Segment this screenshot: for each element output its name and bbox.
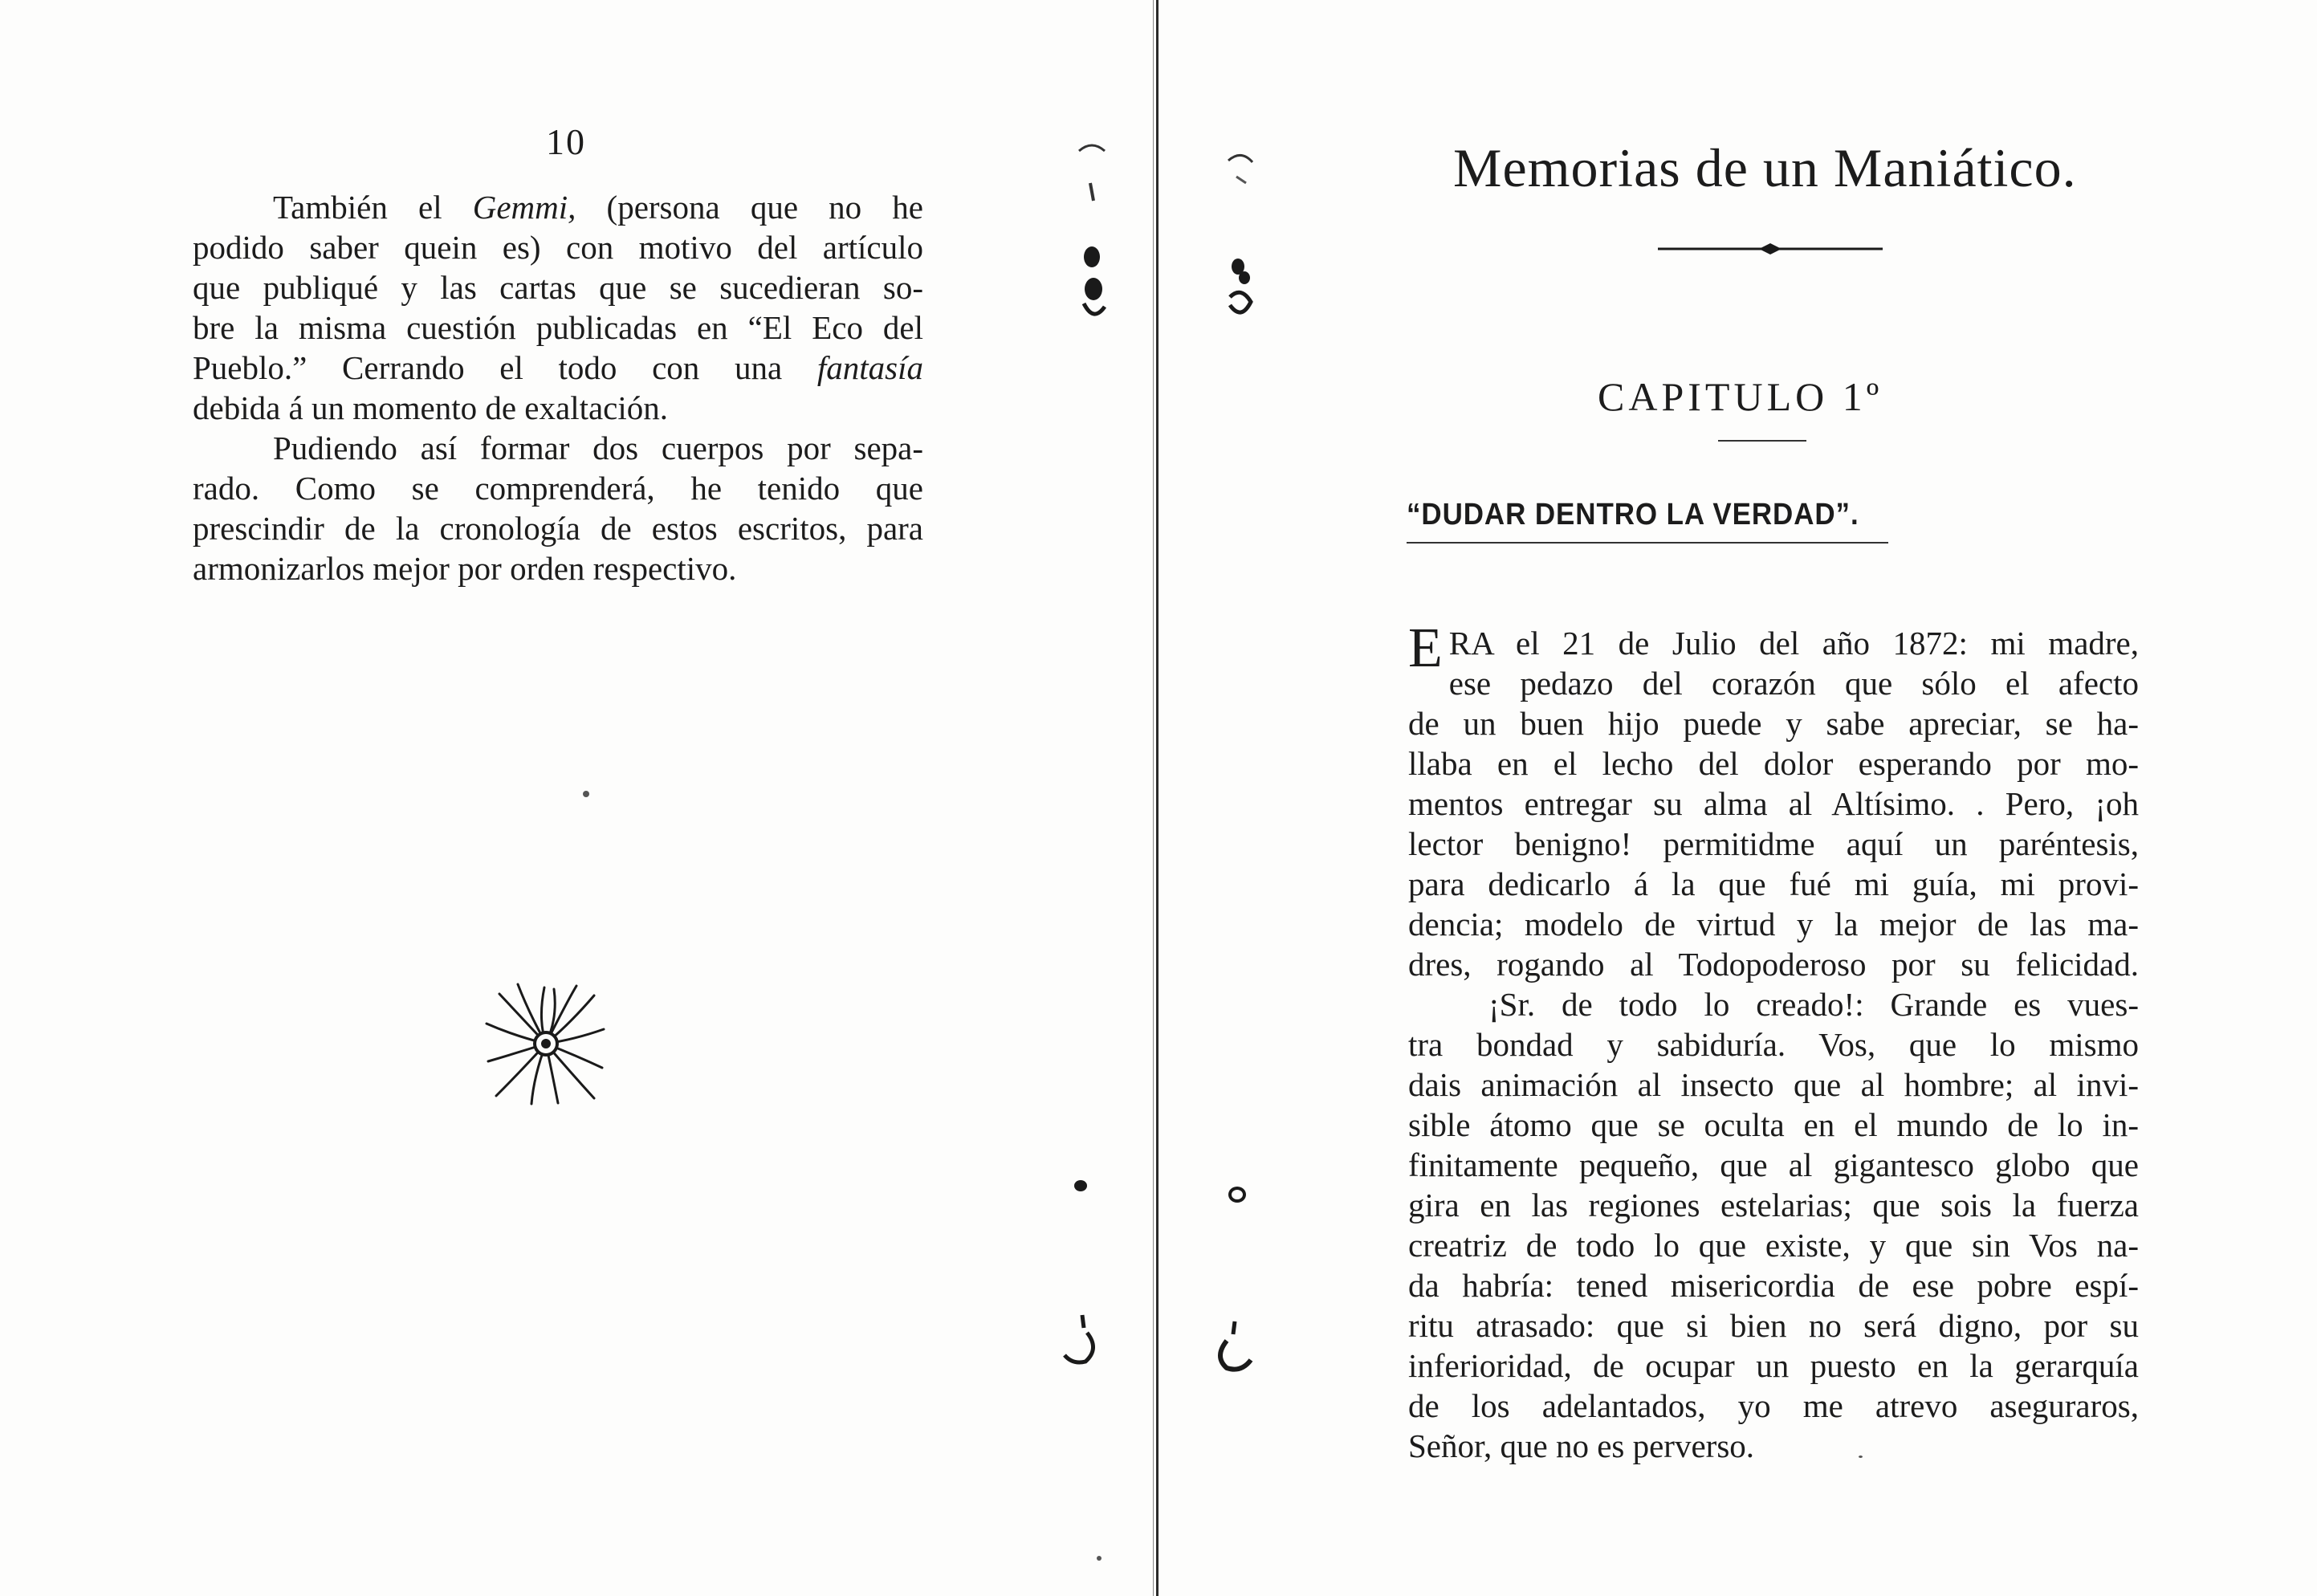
text-line: También el Gemmi, (persona que no he: [273, 189, 924, 226]
chapter-heading: CAPITULO 1º: [1598, 374, 1883, 419]
text-line: prescindir de la cronología de estos escritos, para: [193, 510, 923, 547]
text-line: RA el 21 de Julio del año 1872: mi madre,: [1448, 625, 2139, 662]
text-line: ritu atrasado: que si bien no será digno, por su: [1408, 1307, 2139, 1344]
italic-word: Gemmi,: [472, 189, 576, 226]
right-paragraph-1: [1408, 617, 2139, 984]
text-line: llaba en el lecho del dolor esperando por mo-: [1408, 745, 2139, 782]
binding-holes-icon: [1217, 145, 1265, 353]
italic-word: fantasía: [816, 349, 923, 386]
text-line: ¡Sr. de todo lo creado!: Grande es vues-: [1488, 986, 2139, 1023]
ink-speck: [1859, 1456, 1863, 1458]
text-line: tra bondad y sabiduría. Vos, que lo mismo: [1408, 1026, 2139, 1063]
right-text-block: [1408, 617, 2139, 1466]
binding-holes-icon: [1069, 136, 1118, 345]
text-line: Pudiendo así formar dos cuerpos por sepa-: [273, 430, 923, 466]
page-number: 10: [546, 121, 586, 162]
section-title: “DUDAR DENTRO LA VERDAD”.: [1407, 498, 1859, 531]
gutter-fold: [1156, 0, 1158, 1596]
ink-speck: [583, 791, 589, 797]
binding-hole-icon: [1228, 1187, 1246, 1203]
title-divider-icon: [1658, 241, 1883, 257]
left-paragraph-1: [193, 187, 923, 428]
text-line: creatriz de todo lo que existe, y que sin Vos na-: [1408, 1227, 2139, 1264]
chapter-underline: [1718, 440, 1806, 442]
binding-hole-icon: [1074, 1180, 1087, 1191]
text-line: sible átomo que se oculta en el mundo de lo in-: [1408, 1106, 2139, 1143]
left-paragraph-2: [193, 428, 923, 588]
text-line: rado. Como se comprenderá, he tenido que: [193, 470, 923, 507]
book-title: Memorias de un Maniático.: [1453, 137, 2077, 198]
text-line: armonizarlos mejor por orden respectivo.: [193, 550, 737, 587]
text-line: dais animación al insecto que al hombre; al invi-: [1408, 1066, 2139, 1103]
binding-hole-icon: [1209, 1317, 1257, 1381]
text-line: que publiqué y las cartas que se sucedieran so-: [193, 269, 923, 306]
left-page: [0, 0, 1156, 1596]
text-line: mentos entregar su alma al Altísimo. . Pero, ¡oh: [1408, 785, 2139, 822]
right-paragraph-2: [1408, 984, 2139, 1466]
text-line: finitamente pequeño, que al gigantesco globo que: [1408, 1146, 2139, 1183]
text-line: gira en las regiones estelarias; que sois la fuerza: [1408, 1187, 2139, 1223]
text-line: lector benigno! permitidme aquí un paréntesis,: [1408, 825, 2139, 862]
binding-hole-icon: [1058, 1309, 1106, 1373]
text-line: da habría: tened misericordia de ese pobre espí-: [1408, 1267, 2139, 1304]
text-line: de un buen hijo puede y sabe apreciar, se ha-: [1408, 705, 2139, 742]
text-line: para dedicarlo á la que fué mi guía, mi provi-: [1408, 865, 2139, 902]
text-line: Pueblo.” Cerrando el todo con una fantasía: [193, 349, 923, 386]
text-line: debida á un momento de exaltación.: [193, 389, 669, 426]
left-text-block: [193, 187, 923, 588]
text-line: podido saber quein es) con motivo del artículo: [193, 229, 923, 266]
drop-cap: E: [1408, 617, 1443, 679]
text-line: ese pedazo del corazón que sólo el afecto: [1448, 665, 2139, 702]
text-line: inferioridad, de ocupar un puesto en la gerarquía: [1408, 1347, 2139, 1384]
gutter-shadow: [1153, 0, 1154, 1596]
ink-speck: [1097, 1556, 1101, 1561]
section-underline: [1407, 542, 1888, 544]
text-line: bre la misma cuestión publicadas en “El Eco del: [193, 309, 923, 346]
sun-ornament-icon: [482, 979, 610, 1108]
text-line: Señor, que no es perverso.: [1408, 1427, 1755, 1464]
text-line: dencia; modelo de virtud y la mejor de las ma-: [1408, 906, 2139, 943]
text-line: dres, rogando al Todopoderoso por su felicidad.: [1408, 946, 2139, 983]
text-line: de los adelantados, yo me atrevo aseguraros,: [1408, 1387, 2139, 1424]
